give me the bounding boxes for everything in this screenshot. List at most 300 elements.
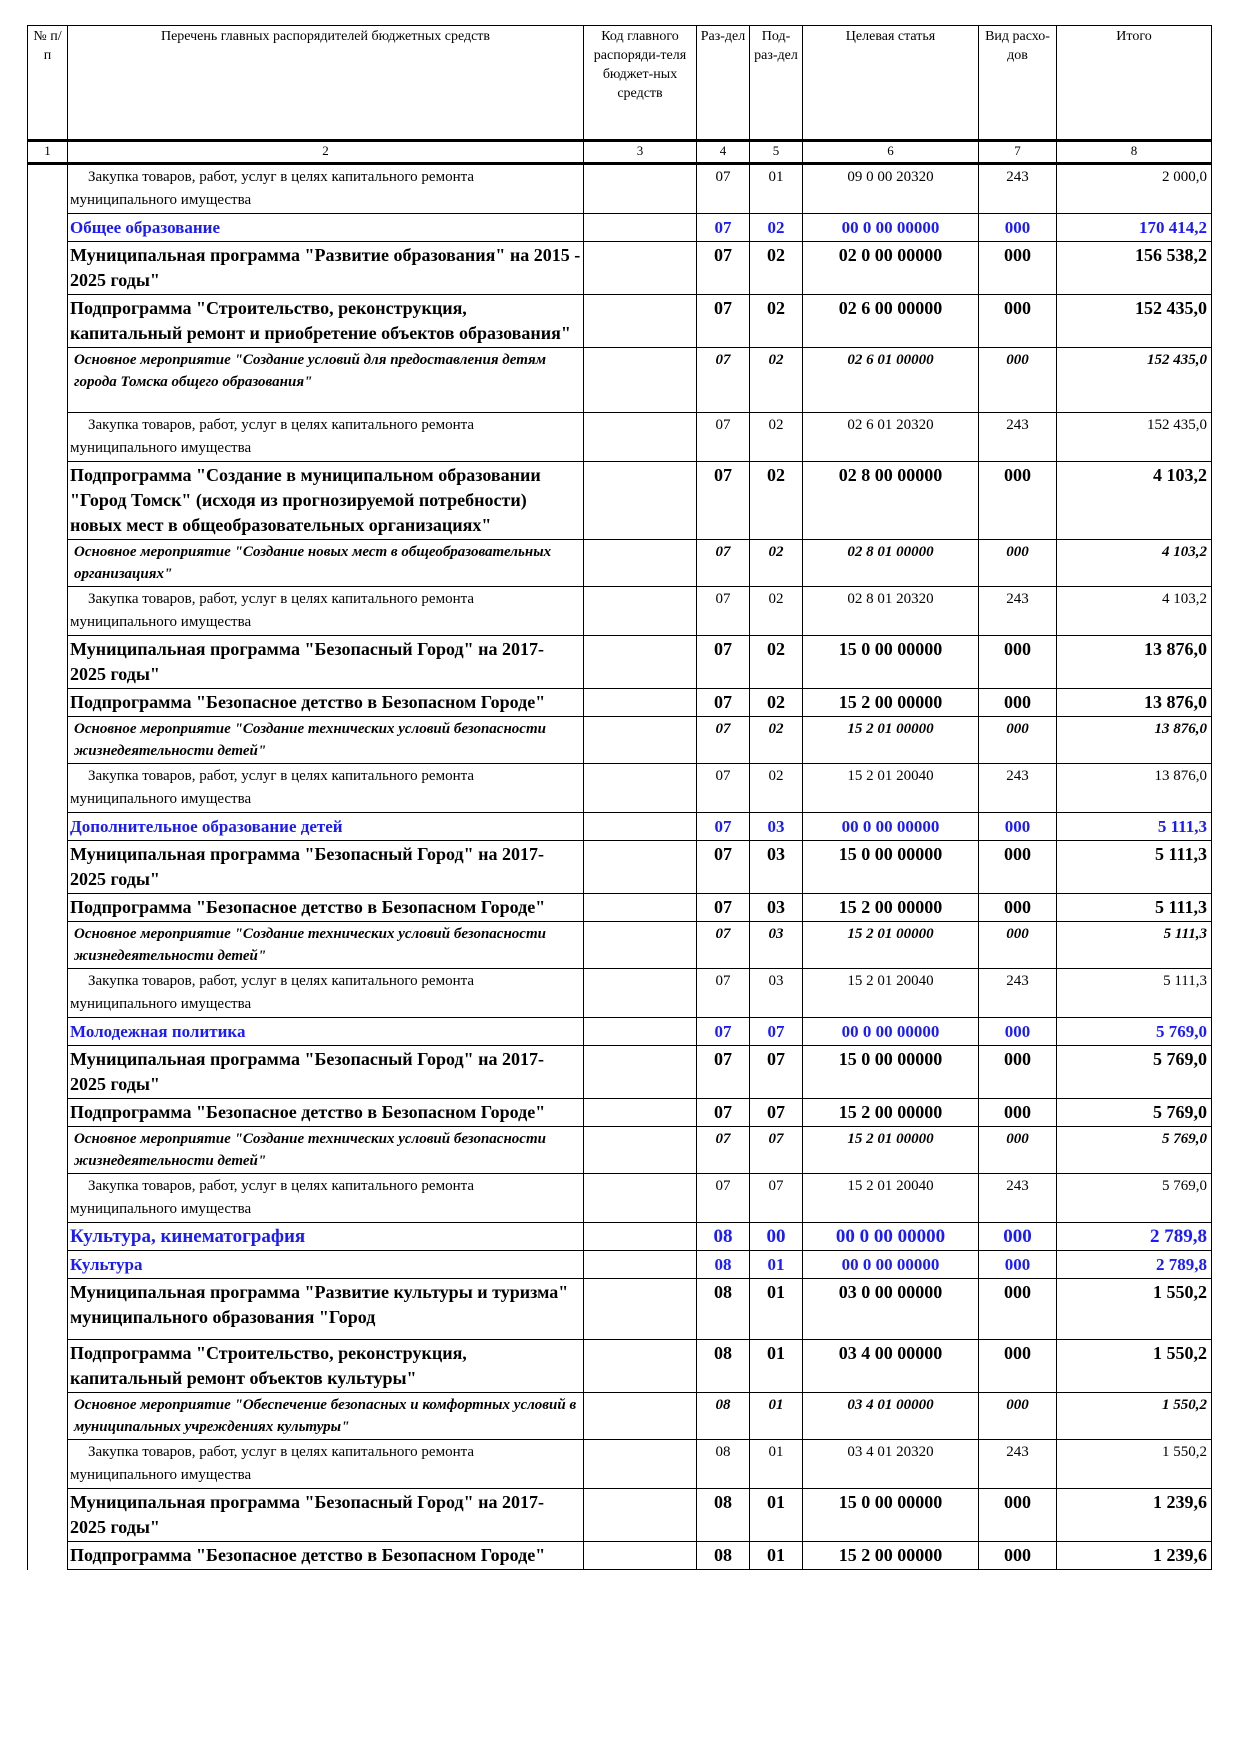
row-gr-code (584, 1393, 697, 1440)
row-gr-code (584, 841, 697, 894)
row-expense-type: 000 (979, 214, 1057, 242)
row-expense-type: 000 (979, 1279, 1057, 1340)
row-name-line2: муниципального имущества (70, 192, 252, 208)
row-razdel: 07 (697, 969, 750, 1018)
row-index-cell (28, 242, 68, 295)
row-razdel: 08 (697, 1340, 750, 1393)
row-podrazdel: 02 (750, 348, 803, 413)
row-podrazdel: 01 (750, 1542, 803, 1570)
row-name: Подпрограмма "Строительство, реконструкция, капитальный ремонт и приобретение объектов образования" (68, 295, 584, 348)
row-podrazdel: 03 (750, 894, 803, 922)
row-razdel: 07 (697, 1046, 750, 1099)
row-name: Муниципальная программа "Безопасный Город" на 2017- 2025 годы" (68, 636, 584, 689)
header-col4: Раз-дел (697, 26, 750, 141)
row-expense-type: 000 (979, 1542, 1057, 1570)
col-number: 4 (697, 141, 750, 164)
row-razdel: 07 (697, 894, 750, 922)
row-expense-type: 000 (979, 636, 1057, 689)
row-gr-code (584, 969, 697, 1018)
row-podrazdel: 01 (750, 164, 803, 214)
row-gr-code (584, 1489, 697, 1542)
table-row (28, 1489, 1212, 1542)
col-number: 5 (750, 141, 803, 164)
table-row (28, 841, 1212, 894)
row-expense-type: 000 (979, 689, 1057, 717)
row-expense-type: 000 (979, 1340, 1057, 1393)
row-name-line2: муниципального имущества (70, 996, 252, 1012)
row-name: Подпрограмма "Безопасное детство в Безопасном Городе" (68, 1099, 584, 1127)
row-index-cell (28, 636, 68, 689)
row-name: Основное мероприятие "Создание технических условий безопасности жизнедеятельности детей" (68, 717, 584, 764)
row-gr-code (584, 1223, 697, 1251)
row-target-code: 15 2 00 00000 (803, 894, 979, 922)
row-expense-type: 000 (979, 1018, 1057, 1046)
row-name-line2: муниципального имущества (70, 1201, 252, 1217)
row-razdel: 07 (697, 1174, 750, 1223)
header-col3: Код главного распоряди-теля бюджет-ных средств (584, 26, 697, 141)
row-name: Муниципальная программа "Безопасный Город" на 2017- 2025 годы" (68, 1489, 584, 1542)
row-expense-type: 000 (979, 295, 1057, 348)
row-podrazdel: 02 (750, 717, 803, 764)
row-target-code: 15 2 00 00000 (803, 1542, 979, 1570)
row-total: 5 769,0 (1057, 1046, 1212, 1099)
row-target-code: 02 8 00 00000 (803, 462, 979, 540)
row-total: 170 414,2 (1057, 214, 1212, 242)
row-podrazdel: 03 (750, 841, 803, 894)
row-index-cell (28, 689, 68, 717)
row-target-code: 15 2 01 00000 (803, 1127, 979, 1174)
row-index-cell (28, 295, 68, 348)
row-total: 1 239,6 (1057, 1489, 1212, 1542)
row-name (68, 164, 584, 214)
row-total: 5 769,0 (1057, 1099, 1212, 1127)
row-name-line1: Закупка товаров, работ, услуг в целях капитального ремонта (88, 591, 475, 607)
row-razdel: 08 (697, 1489, 750, 1542)
row-total: 13 876,0 (1057, 764, 1212, 813)
row-target-code: 15 2 01 00000 (803, 922, 979, 969)
row-gr-code (584, 348, 697, 413)
row-index-cell (28, 1174, 68, 1223)
row-razdel: 07 (697, 587, 750, 636)
table-row (28, 1223, 1212, 1251)
row-expense-type: 243 (979, 1440, 1057, 1489)
row-index-cell (28, 1542, 68, 1570)
row-expense-type: 000 (979, 841, 1057, 894)
row-target-code: 15 2 00 00000 (803, 689, 979, 717)
row-total: 5 111,3 (1057, 969, 1212, 1018)
row-podrazdel: 01 (750, 1489, 803, 1542)
row-gr-code (584, 894, 697, 922)
row-razdel: 07 (697, 413, 750, 462)
row-gr-code (584, 242, 697, 295)
row-expense-type: 000 (979, 348, 1057, 413)
row-name: Молодежная политика (68, 1018, 584, 1046)
row-expense-type: 000 (979, 1099, 1057, 1127)
row-expense-type: 000 (979, 462, 1057, 540)
row-name-line1: Закупка товаров, работ, услуг в целях капитального ремонта (88, 417, 475, 433)
header-col1: № п/п (28, 26, 68, 141)
row-target-code: 02 6 01 20320 (803, 413, 979, 462)
row-gr-code (584, 636, 697, 689)
row-total: 2 789,8 (1057, 1251, 1212, 1279)
row-index-cell (28, 164, 68, 214)
header-col7: Вид расхо-дов (979, 26, 1057, 141)
table-row (28, 413, 1212, 462)
row-target-code: 00 0 00 00000 (803, 813, 979, 841)
row-name: Культура (68, 1251, 584, 1279)
row-name-line1: Закупка товаров, работ, услуг в целях капитального ремонта (88, 973, 475, 989)
row-name: Муниципальная программа "Развитие культуры и туризма" муниципального образования "Город (68, 1279, 584, 1340)
row-podrazdel: 02 (750, 462, 803, 540)
row-razdel: 07 (697, 636, 750, 689)
row-razdel: 07 (697, 242, 750, 295)
row-total: 152 435,0 (1057, 348, 1212, 413)
row-index-cell (28, 922, 68, 969)
row-index-cell (28, 214, 68, 242)
col-number: 7 (979, 141, 1057, 164)
table-row (28, 1542, 1212, 1570)
row-expense-type: 000 (979, 1223, 1057, 1251)
row-razdel: 08 (697, 1223, 750, 1251)
row-gr-code (584, 1251, 697, 1279)
row-expense-type: 243 (979, 1174, 1057, 1223)
table-row (28, 540, 1212, 587)
row-index-cell (28, 540, 68, 587)
col-number: 6 (803, 141, 979, 164)
row-target-code: 02 6 00 00000 (803, 295, 979, 348)
row-name (68, 587, 584, 636)
table-row (28, 214, 1212, 242)
row-total: 2 000,0 (1057, 164, 1212, 214)
row-index-cell (28, 348, 68, 413)
header-col8: Итого (1057, 26, 1212, 141)
row-expense-type: 000 (979, 540, 1057, 587)
table-header (28, 26, 1212, 164)
row-total: 4 103,2 (1057, 587, 1212, 636)
row-name: Основное мероприятие "Создание технических условий безопасности жизнедеятельности детей" (68, 922, 584, 969)
row-podrazdel: 02 (750, 689, 803, 717)
col-number: 1 (28, 141, 68, 164)
row-index-cell (28, 1279, 68, 1340)
row-gr-code (584, 1440, 697, 1489)
row-podrazdel: 07 (750, 1099, 803, 1127)
row-name-line2: муниципального имущества (70, 1467, 252, 1483)
row-razdel: 07 (697, 214, 750, 242)
row-target-code: 15 2 01 00000 (803, 717, 979, 764)
row-target-code: 00 0 00 00000 (803, 1223, 979, 1251)
row-podrazdel: 01 (750, 1251, 803, 1279)
row-name-line2: муниципального имущества (70, 614, 252, 630)
row-podrazdel: 07 (750, 1127, 803, 1174)
row-gr-code (584, 214, 697, 242)
row-razdel: 07 (697, 764, 750, 813)
row-expense-type: 000 (979, 813, 1057, 841)
row-target-code: 03 4 00 00000 (803, 1340, 979, 1393)
table-row (28, 813, 1212, 841)
row-razdel: 08 (697, 1440, 750, 1489)
table-row (28, 1018, 1212, 1046)
row-podrazdel: 02 (750, 295, 803, 348)
row-gr-code (584, 717, 697, 764)
row-index-cell (28, 462, 68, 540)
row-total: 152 435,0 (1057, 295, 1212, 348)
table-row (28, 969, 1212, 1018)
row-expense-type: 000 (979, 1046, 1057, 1099)
row-total: 1 550,2 (1057, 1440, 1212, 1489)
row-target-code: 02 8 01 20320 (803, 587, 979, 636)
row-gr-code (584, 1127, 697, 1174)
row-name (68, 413, 584, 462)
header-col6: Целевая статья (803, 26, 979, 141)
row-target-code: 15 0 00 00000 (803, 1046, 979, 1099)
row-total: 5 769,0 (1057, 1174, 1212, 1223)
row-index-cell (28, 1018, 68, 1046)
row-index-cell (28, 813, 68, 841)
row-name-line1: Закупка товаров, работ, услуг в целях капитального ремонта (88, 1178, 475, 1194)
row-expense-type: 243 (979, 969, 1057, 1018)
table-row (28, 295, 1212, 348)
row-gr-code (584, 1018, 697, 1046)
row-podrazdel: 02 (750, 413, 803, 462)
row-gr-code (584, 813, 697, 841)
row-name-line1: Закупка товаров, работ, услуг в целях капитального ремонта (88, 169, 475, 185)
row-total: 4 103,2 (1057, 540, 1212, 587)
row-podrazdel: 02 (750, 540, 803, 587)
row-name-line1: Закупка товаров, работ, услуг в целях капитального ремонта (88, 768, 475, 784)
row-podrazdel: 07 (750, 1046, 803, 1099)
table-row (28, 764, 1212, 813)
row-total: 13 876,0 (1057, 689, 1212, 717)
row-razdel: 07 (697, 689, 750, 717)
row-target-code: 03 4 01 20320 (803, 1440, 979, 1489)
row-gr-code (584, 1046, 697, 1099)
row-index-cell (28, 1340, 68, 1393)
row-gr-code (584, 587, 697, 636)
row-gr-code (584, 1174, 697, 1223)
table-row (28, 164, 1212, 214)
row-gr-code (584, 1099, 697, 1127)
header-col2: Перечень главных распорядителей бюджетных средств (68, 26, 584, 141)
table-row (28, 922, 1212, 969)
row-expense-type: 000 (979, 922, 1057, 969)
row-name: Муниципальная программа "Безопасный Город" на 2017- 2025 годы" (68, 841, 584, 894)
row-name (68, 1440, 584, 1489)
row-target-code: 09 0 00 20320 (803, 164, 979, 214)
row-expense-type: 243 (979, 587, 1057, 636)
row-target-code: 15 0 00 00000 (803, 1489, 979, 1542)
row-total: 1 550,2 (1057, 1340, 1212, 1393)
row-target-code: 03 4 01 00000 (803, 1393, 979, 1440)
table-row (28, 587, 1212, 636)
row-gr-code (584, 295, 697, 348)
row-gr-code (584, 413, 697, 462)
row-index-cell (28, 841, 68, 894)
row-name: Подпрограмма "Создание в муниципальном образовании "Город Томск" (исходя из прогнозируемой потребности) новых мест в общеобразовательных организациях" (68, 462, 584, 540)
row-razdel: 07 (697, 295, 750, 348)
row-total: 152 435,0 (1057, 413, 1212, 462)
row-podrazdel: 02 (750, 636, 803, 689)
table-row (28, 462, 1212, 540)
row-podrazdel: 01 (750, 1440, 803, 1489)
row-podrazdel: 03 (750, 922, 803, 969)
row-gr-code (584, 462, 697, 540)
row-target-code: 15 0 00 00000 (803, 841, 979, 894)
row-total: 5 111,3 (1057, 841, 1212, 894)
row-index-cell (28, 894, 68, 922)
row-index-cell (28, 1046, 68, 1099)
row-podrazdel: 01 (750, 1279, 803, 1340)
table-row (28, 1279, 1212, 1340)
row-expense-type: 000 (979, 1127, 1057, 1174)
row-name-line1: Закупка товаров, работ, услуг в целях капитального ремонта (88, 1444, 475, 1460)
col-number: 3 (584, 141, 697, 164)
row-name: Основное мероприятие "Создание технических условий безопасности жизнедеятельности детей" (68, 1127, 584, 1174)
row-name: Подпрограмма "Безопасное детство в Безопасном Городе" (68, 689, 584, 717)
row-index-cell (28, 1223, 68, 1251)
row-name (68, 1174, 584, 1223)
table-row (28, 1251, 1212, 1279)
row-expense-type: 000 (979, 1393, 1057, 1440)
row-total: 1 550,2 (1057, 1279, 1212, 1340)
table-row (28, 348, 1212, 413)
row-target-code: 00 0 00 00000 (803, 1251, 979, 1279)
row-index-cell (28, 587, 68, 636)
row-index-cell (28, 1489, 68, 1542)
table-row (28, 1174, 1212, 1223)
row-name: Муниципальная программа "Безопасный Город" на 2017- 2025 годы" (68, 1046, 584, 1099)
row-gr-code (584, 764, 697, 813)
row-total: 1 239,6 (1057, 1542, 1212, 1570)
row-expense-type: 000 (979, 894, 1057, 922)
row-expense-type: 243 (979, 413, 1057, 462)
table-row (28, 1046, 1212, 1099)
row-gr-code (584, 164, 697, 214)
row-total: 1 550,2 (1057, 1393, 1212, 1440)
budget-document (27, 25, 1211, 1570)
row-target-code: 00 0 00 00000 (803, 214, 979, 242)
row-index-cell (28, 1393, 68, 1440)
row-total: 5 769,0 (1057, 1018, 1212, 1046)
row-podrazdel: 02 (750, 764, 803, 813)
row-razdel: 08 (697, 1393, 750, 1440)
row-target-code: 03 0 00 00000 (803, 1279, 979, 1340)
row-total: 156 538,2 (1057, 242, 1212, 295)
row-index-cell (28, 413, 68, 462)
table-row (28, 242, 1212, 295)
row-total: 13 876,0 (1057, 636, 1212, 689)
table-row (28, 717, 1212, 764)
row-razdel: 07 (697, 841, 750, 894)
row-razdel: 08 (697, 1251, 750, 1279)
row-podrazdel: 07 (750, 1018, 803, 1046)
row-podrazdel: 07 (750, 1174, 803, 1223)
row-index-cell (28, 1440, 68, 1489)
row-podrazdel: 00 (750, 1223, 803, 1251)
row-podrazdel: 02 (750, 587, 803, 636)
row-target-code: 02 6 01 00000 (803, 348, 979, 413)
row-gr-code (584, 540, 697, 587)
col-number: 8 (1057, 141, 1212, 164)
row-name: Муниципальная программа "Развитие образования" на 2015 - 2025 годы" (68, 242, 584, 295)
row-target-code: 15 0 00 00000 (803, 636, 979, 689)
row-index-cell (28, 717, 68, 764)
col-number: 2 (68, 141, 584, 164)
table-row (28, 894, 1212, 922)
row-name: Основное мероприятие "Обеспечение безопасных и комфортных условий в муниципальных учреждениях культуры" (68, 1393, 584, 1440)
row-expense-type: 243 (979, 764, 1057, 813)
row-razdel: 07 (697, 717, 750, 764)
row-gr-code (584, 1542, 697, 1570)
row-name: Культура, кинематография (68, 1223, 584, 1251)
row-name: Подпрограмма "Безопасное детство в Безопасном Городе" (68, 894, 584, 922)
row-index-cell (28, 764, 68, 813)
row-name: Подпрограмма "Безопасное детство в Безопасном Городе" (68, 1542, 584, 1570)
column-number-row (28, 141, 1212, 164)
row-razdel: 07 (697, 348, 750, 413)
row-name: Общее образование (68, 214, 584, 242)
row-target-code: 02 0 00 00000 (803, 242, 979, 295)
row-target-code: 15 2 00 00000 (803, 1099, 979, 1127)
table-row (28, 689, 1212, 717)
row-razdel: 07 (697, 1099, 750, 1127)
row-name (68, 764, 584, 813)
row-total: 5 111,3 (1057, 813, 1212, 841)
row-expense-type: 243 (979, 164, 1057, 214)
row-index-cell (28, 1251, 68, 1279)
table-body (28, 164, 1212, 1570)
row-expense-type: 000 (979, 1489, 1057, 1542)
row-name (68, 969, 584, 1018)
row-total: 13 876,0 (1057, 717, 1212, 764)
row-gr-code (584, 1279, 697, 1340)
row-index-cell (28, 1127, 68, 1174)
row-name: Дополнительное образование детей (68, 813, 584, 841)
row-target-code: 15 2 01 20040 (803, 969, 979, 1018)
row-total: 5 111,3 (1057, 922, 1212, 969)
row-razdel: 08 (697, 1542, 750, 1570)
row-podrazdel: 02 (750, 242, 803, 295)
budget-table (27, 25, 1212, 1570)
header-col5: Под-раз-дел (750, 26, 803, 141)
row-target-code: 02 8 01 00000 (803, 540, 979, 587)
row-target-code: 15 2 01 20040 (803, 1174, 979, 1223)
table-row (28, 1393, 1212, 1440)
row-gr-code (584, 922, 697, 969)
row-index-cell (28, 1099, 68, 1127)
row-expense-type: 000 (979, 717, 1057, 764)
row-target-code: 00 0 00 00000 (803, 1018, 979, 1046)
row-total: 2 789,8 (1057, 1223, 1212, 1251)
row-index-cell (28, 969, 68, 1018)
row-total: 4 103,2 (1057, 462, 1212, 540)
row-podrazdel: 01 (750, 1393, 803, 1440)
table-row (28, 636, 1212, 689)
row-total: 5 769,0 (1057, 1127, 1212, 1174)
row-total: 5 111,3 (1057, 894, 1212, 922)
table-row (28, 1340, 1212, 1393)
row-podrazdel: 01 (750, 1340, 803, 1393)
row-razdel: 07 (697, 1127, 750, 1174)
row-razdel: 08 (697, 1279, 750, 1340)
row-razdel: 07 (697, 813, 750, 841)
row-name: Основное мероприятие "Создание новых мест в общеобразовательных организациях" (68, 540, 584, 587)
row-razdel: 07 (697, 164, 750, 214)
table-row (28, 1099, 1212, 1127)
row-gr-code (584, 1340, 697, 1393)
row-name-line2: муниципального имущества (70, 791, 252, 807)
row-podrazdel: 03 (750, 813, 803, 841)
row-name-line2: муниципального имущества (70, 440, 252, 456)
